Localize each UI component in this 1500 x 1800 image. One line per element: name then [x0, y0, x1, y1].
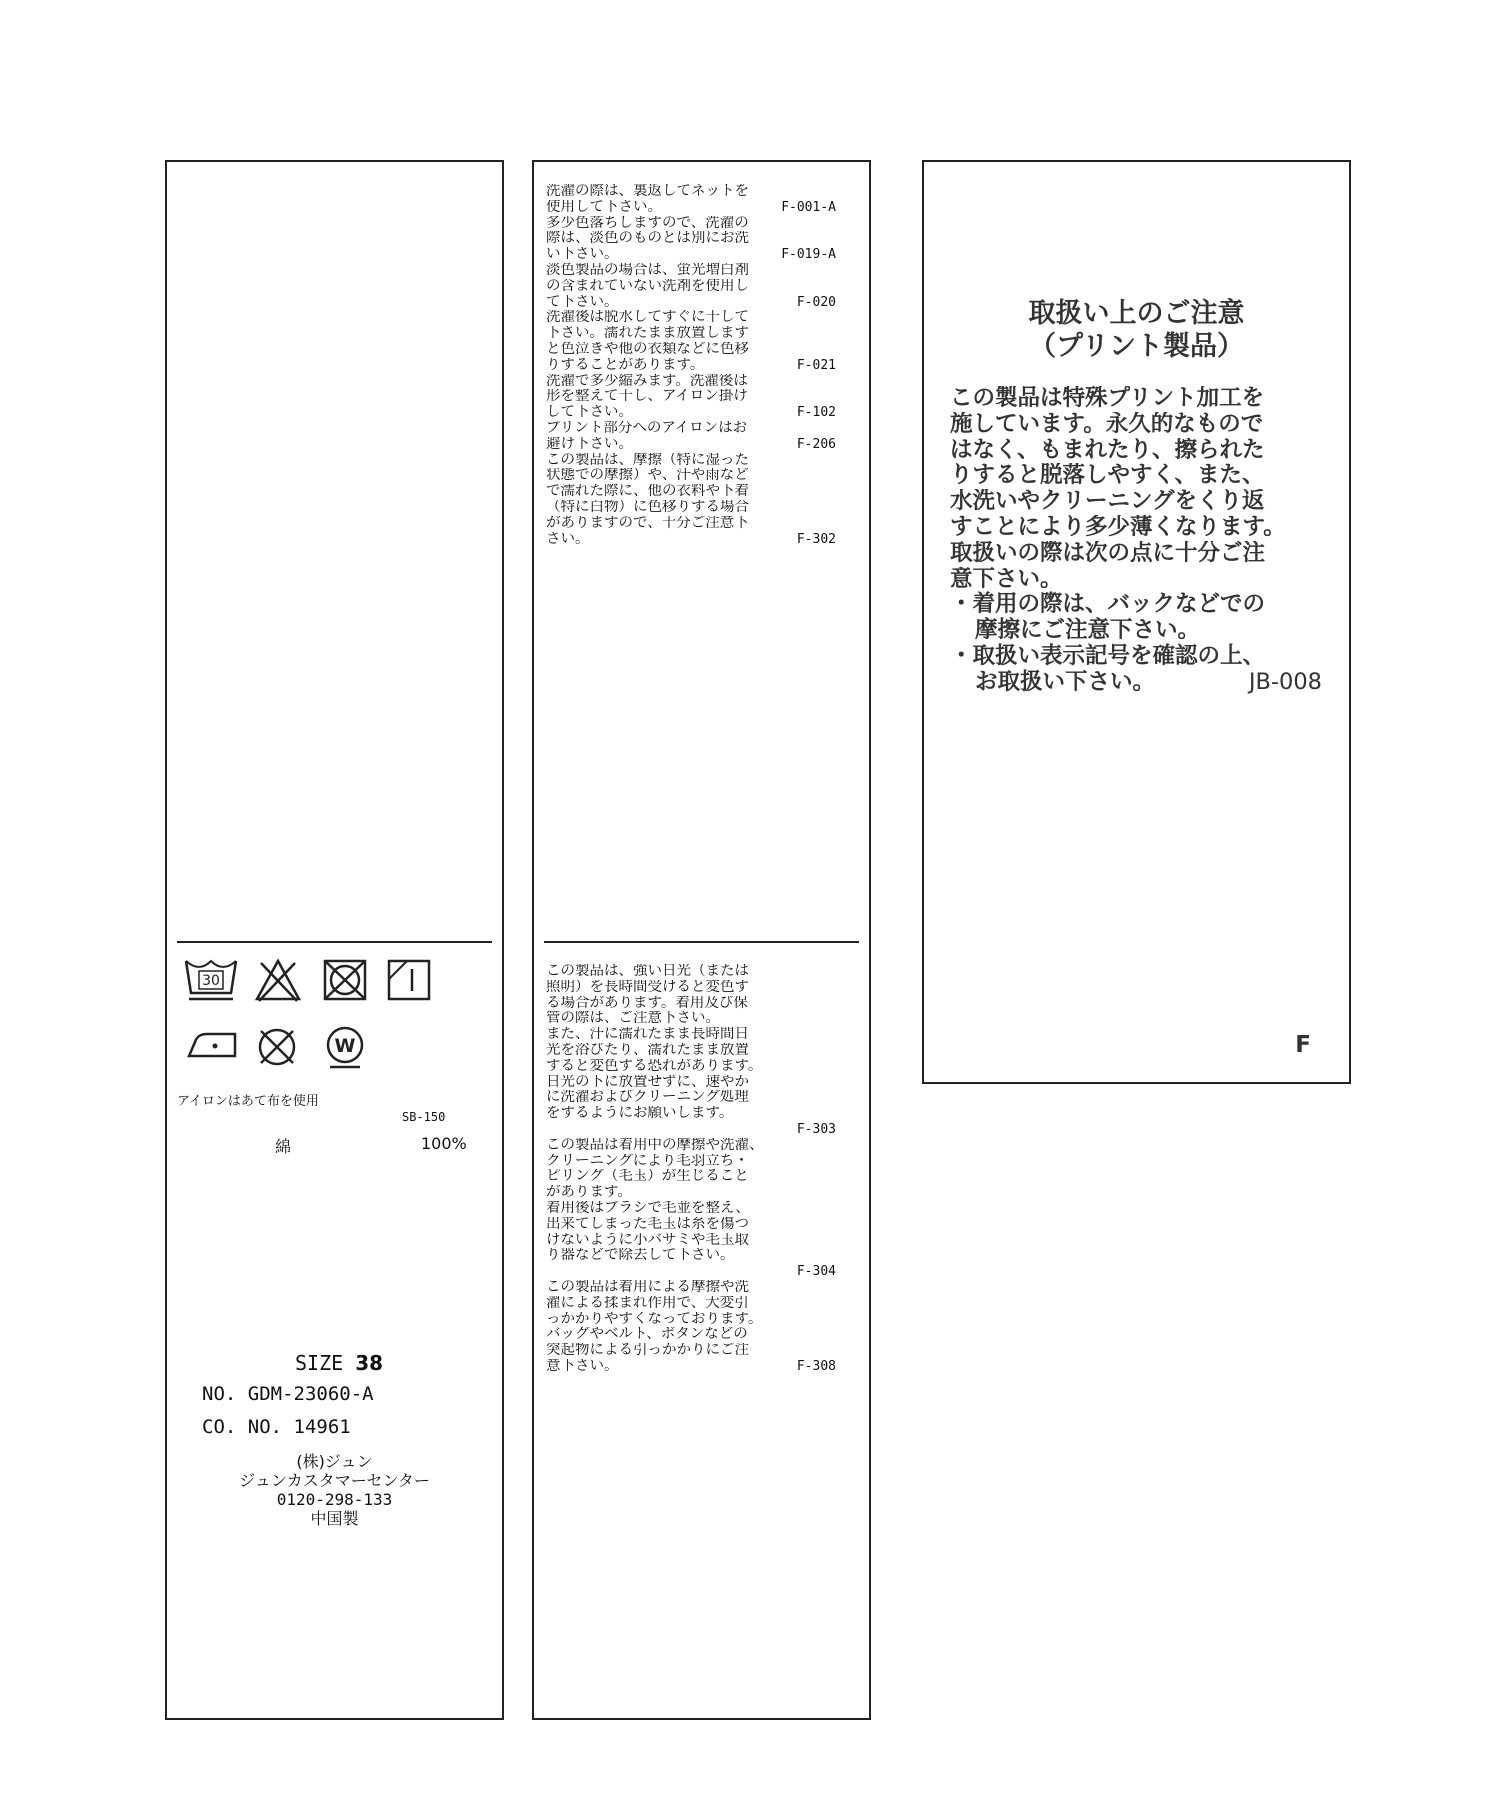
note-text: りすることがあります。 [546, 357, 705, 373]
note-line [546, 231, 836, 247]
notes-bottom [546, 964, 836, 1375]
company-name: (株)ジュン [296, 1452, 373, 1471]
caution-line: りすると脱落しやすく、また、 [950, 463, 1265, 489]
note-text: り器などで除去して下さい。 [546, 1248, 735, 1264]
print-caution-label [922, 160, 1351, 1084]
size-line [295, 1351, 383, 1375]
note-line [546, 1154, 836, 1170]
size-value: 38 [355, 1351, 384, 1375]
note-text: の含まれていない洗剤を使用し [546, 278, 749, 294]
note-code: F-308 [796, 1358, 836, 1374]
note-line [546, 500, 836, 516]
note-line [546, 358, 836, 374]
note-text: て下さい。 [546, 294, 619, 310]
note-text: すると変色する恐れがあります。 [546, 1058, 763, 1074]
co-number: CO. NO. 14961 [202, 1416, 351, 1438]
care-note [546, 216, 836, 263]
size-mark: F [1295, 1032, 1311, 1058]
note-text: バッグやベルト、ボタンなどの [546, 1327, 748, 1343]
note-text: い下さい。 [546, 247, 619, 263]
caution-line: 意下さい。 [950, 566, 1063, 592]
note-text: 日光の下に放置せずに、速やか [546, 1074, 749, 1090]
note-line [546, 1169, 836, 1185]
note-text: 照明）を長時間受けると変色す [546, 979, 749, 995]
note-line [546, 453, 836, 469]
note-code: F-303 [796, 1121, 836, 1137]
caution-line: はなく、もまれたり、擦られた [950, 437, 1265, 463]
bullet-item: ・着用の際は、バックなどでの [950, 591, 1266, 618]
wet-clean-letter: W [334, 1035, 356, 1057]
note-code: F-206 [796, 436, 836, 452]
contact-block [167, 1452, 502, 1528]
note-line [546, 1138, 836, 1154]
care-note [546, 964, 836, 1138]
note-line [546, 326, 836, 342]
note-line [546, 484, 836, 500]
no-bleach-icon [253, 957, 303, 1003]
note-line [546, 247, 836, 263]
note-line [546, 184, 836, 200]
note-line [546, 1312, 836, 1328]
note-line [546, 1233, 836, 1249]
note-line [546, 1280, 836, 1296]
notes-top [546, 184, 836, 547]
note-text: があります。 [546, 1185, 632, 1201]
jb-code: JB-008 [1248, 668, 1322, 695]
note-code: F-019-A [781, 247, 836, 263]
note-line [546, 1201, 836, 1217]
care-note [546, 1138, 836, 1280]
note-line [546, 1106, 836, 1122]
care-note [546, 421, 836, 453]
care-note [546, 453, 836, 548]
size-prefix: SIZE [295, 1351, 356, 1375]
note-code: F-304 [796, 1264, 836, 1280]
phone-number: 0120-298-133 [276, 1490, 393, 1509]
note-code: F-021 [796, 357, 836, 373]
bullet-text: お取扱い下さい。 [975, 668, 1156, 695]
note-text: （特に白物）に色移りする場合 [546, 499, 749, 515]
caution-line: 水洗いやクリーニングをくり返 [950, 489, 1265, 515]
note-text: っかかりやすくなっております。 [546, 1311, 763, 1327]
iron-low-icon [185, 1024, 239, 1064]
note-text: 着用後はブラシで毛並を整え、 [546, 1200, 750, 1216]
note-line [546, 1027, 836, 1043]
model-number: NO. GDM-23060-A [202, 1383, 374, 1405]
note-line [546, 263, 836, 279]
note-code: F-302 [796, 531, 836, 547]
note-line [546, 1011, 836, 1027]
note-text: がありますので、十分ご注意下 [546, 515, 749, 531]
note-text: 洗濯後は脱水してすぐに干して [546, 310, 749, 326]
no-tumble-dry-icon [321, 957, 369, 1003]
caution-line: 施しています。永久的なもので [950, 411, 1264, 437]
wash-temp-text: 30 [202, 973, 220, 989]
note-text: 突起物による引っかかりにご注 [546, 1343, 749, 1359]
note-line [546, 1296, 836, 1312]
note-text: と色泣きや他の衣類などに色移 [546, 341, 749, 357]
care-note [546, 263, 836, 310]
note-code: F-001-A [781, 199, 836, 215]
care-note [546, 1280, 836, 1375]
note-text: 際は、淡色のものとは別にお洗 [546, 231, 749, 247]
note-text: また、汗に濡れたまま長時間日 [546, 1027, 749, 1043]
fiber-percent: 100% [421, 1134, 467, 1153]
note-text: 濯による揉まれ作用で、大変引 [546, 1295, 749, 1311]
note-text: 避け下さい。 [546, 436, 633, 452]
note-text: して下さい。 [546, 405, 633, 421]
note-text: る場合があります。着用及び保 [546, 995, 748, 1011]
label-divider [544, 941, 859, 943]
sb-code: SB-150 [402, 1110, 446, 1124]
note-line [546, 532, 836, 548]
note-line [546, 437, 836, 453]
note-line [546, 996, 836, 1012]
note-line [546, 1043, 836, 1059]
caution-title-line: 取扱い上のご注意 [1028, 298, 1245, 329]
care-note [546, 374, 836, 421]
note-text: 形を整えて干し、アイロン掛け [546, 389, 748, 405]
note-line [546, 342, 836, 358]
note-text: に洗濯およびクリーニング処理 [546, 1090, 749, 1106]
customer-center: ジュンカスタマーセンター [239, 1471, 430, 1490]
note-line [546, 405, 836, 421]
caution-subtitle-line: （プリント製品） [1029, 331, 1244, 362]
note-text: 状態での摩擦）や、汗や雨など [546, 468, 749, 484]
note-text: で濡れた際に、他の衣料や下着 [546, 484, 749, 500]
iron-note: アイロンはあて布を使用 [177, 1094, 319, 1109]
caution-body [950, 386, 1342, 696]
note-text: 意下さい。 [546, 1358, 619, 1374]
label-divider [177, 941, 492, 943]
note-text: この製品は、摩擦（特に湿った [546, 452, 749, 468]
note-text: をするようにお願いします。 [546, 1106, 734, 1122]
note-line [546, 389, 836, 405]
bullet-item-cont [950, 670, 1342, 696]
note-line [546, 1359, 836, 1375]
note-text: この製品は着用中の摩擦や洗濯、 [546, 1137, 764, 1153]
note-text: 多少色落ちしますので、洗濯の [546, 215, 749, 231]
caution-line: 取扱いの際は次の点に十分ご注 [950, 540, 1266, 566]
care-label-main [165, 160, 504, 1720]
note-text: 下さい。濡れたまま放置します [546, 326, 749, 342]
note-line [546, 216, 836, 232]
note-line [546, 295, 836, 311]
note-line [546, 1248, 836, 1264]
note-line [546, 421, 836, 437]
note-line [546, 279, 836, 295]
bullet-item: ・取扱い表示記号を確認の上、 [950, 642, 1266, 669]
note-line [546, 1075, 836, 1091]
note-line [546, 1059, 836, 1075]
note-line [546, 1217, 836, 1233]
note-text: 洗濯で多少縮みます。洗濯後は [546, 373, 748, 389]
care-note [546, 310, 836, 373]
note-text: 管の際は、ご注意下さい。 [546, 1011, 720, 1027]
note-text: この製品は着用による摩擦や洗 [546, 1279, 749, 1295]
no-dry-clean-icon [253, 1024, 301, 1070]
note-code: F-102 [796, 405, 836, 421]
note-text: 洗濯の際は、裏返してネットを [546, 184, 749, 199]
note-text: さい。 [546, 531, 590, 547]
note-line [546, 516, 836, 532]
note-line [546, 200, 836, 216]
note-line [546, 980, 836, 996]
care-label-notes [532, 160, 871, 1720]
note-line [546, 1090, 836, 1106]
note-line [546, 1343, 836, 1359]
caution-title [924, 297, 1349, 363]
wash-30-icon [183, 957, 239, 1005]
wet-clean-icon [321, 1024, 369, 1070]
note-text: けないように小バサミや毛玉取 [546, 1232, 749, 1248]
note-text: 淡色製品の場合は、蛍光増白剤 [546, 262, 749, 278]
line-dry-icon [385, 957, 433, 1003]
note-text: 光を浴びたり、濡れたまま放置 [546, 1042, 749, 1058]
country-of-origin: 中国製 [310, 1509, 359, 1528]
caution-line: この製品は特殊プリント加工を [950, 386, 1265, 411]
bullet-item-cont: 摩擦にご注意下さい。 [975, 617, 1201, 644]
note-text: クリーニングにより毛羽立ち・ [546, 1153, 749, 1169]
note-text: 使用して下さい。 [546, 199, 662, 215]
note-text: この製品は、強い日光（または [546, 964, 749, 979]
note-line [546, 964, 836, 980]
note-text: プリント部分へのアイロンはお [546, 420, 748, 436]
fiber-name: 綿 [275, 1137, 292, 1156]
caution-line: すことにより多少薄くなります。 [950, 514, 1286, 540]
note-line [546, 374, 836, 390]
note-line [546, 310, 836, 326]
note-code: F-020 [796, 294, 836, 310]
note-text: ピリング（毛玉）が生じること [546, 1169, 749, 1185]
care-note [546, 184, 836, 216]
note-text: 出来てしまった毛玉は糸を傷つ [546, 1216, 749, 1232]
note-line [546, 468, 836, 484]
note-line [546, 1327, 836, 1343]
note-line [546, 1185, 836, 1201]
